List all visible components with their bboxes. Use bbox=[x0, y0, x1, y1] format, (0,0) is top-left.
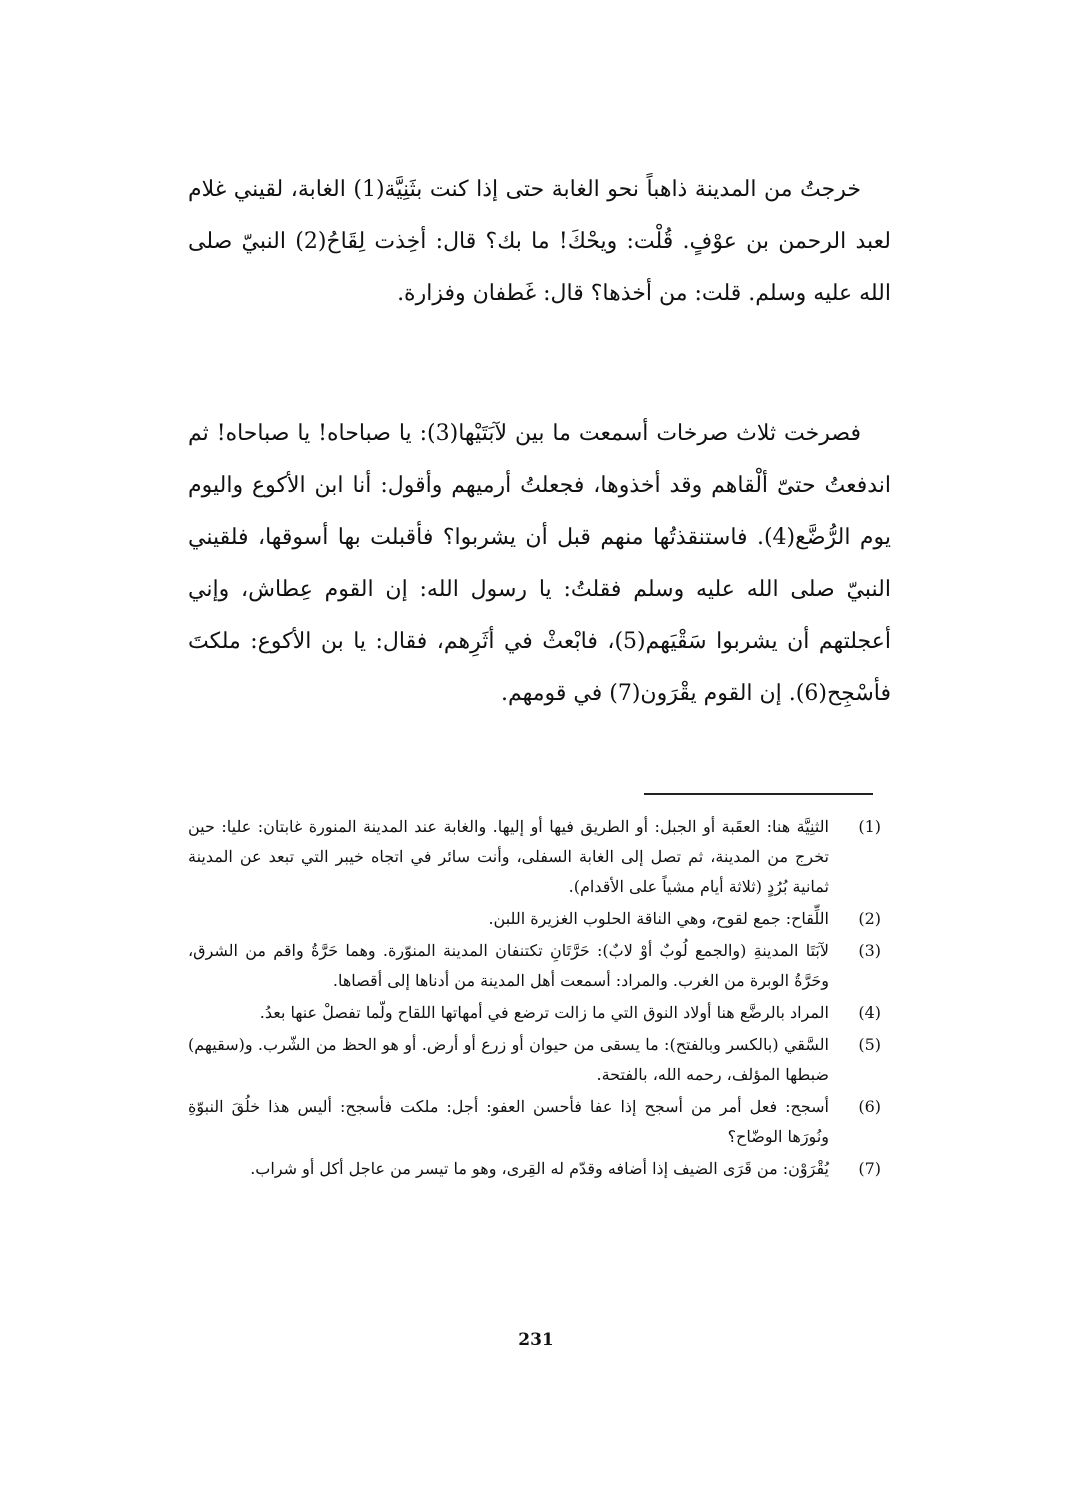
footnote-item bbox=[188, 1154, 881, 1184]
footnote-number: (4) bbox=[858, 1003, 881, 1022]
footnote-text: يُقْرَوْن: من قَرَى الضيف إذا أضافه وقدّم له القِرى، وهو ما تيسر من عاجل أكل أو شراب. bbox=[250, 1159, 829, 1178]
footnote-number: (7) bbox=[858, 1159, 881, 1178]
body-paragraph-1: خرجتُ من المدينة ذاهباً نحو الغابة حتى إذا كنت بثَنِيَّة(1) الغابة، لقيني غلام لعبد الرحمن بن عوْفٍ. قُلْت: ويحْكَ! ما بك؟ قال: أخِذت لِقَاحُ(2) النبيّ صلى الله عليه وسلم. قلت: من أخذها؟ قال: غَطفان وفزارة. bbox=[188, 177, 891, 306]
footnote-text: المراد بالرضَّع هنا أولاد النوق التي ما زالت ترضع في أمهاتها اللقاح ولّما تفصلْ عنها بعدُ. bbox=[259, 1003, 829, 1022]
footnote-number: (1) bbox=[858, 817, 881, 836]
footnote-text: لآبَتَا المدينةِ (والجمع لُوبٌ أوْ لابٌ): حَرَّتَانِ تكتنفان المدينة المنوّرة. وهما حَرَّةُ واقم من الشرق، وحَرَّةُ الوبرة من الغرب. والمراد: أسمعت أهل المدينة من أدناها إلى أقصاها. bbox=[188, 941, 829, 990]
footnote-item bbox=[188, 1030, 881, 1090]
footnote-text: أسجح: فعل أمر من أسجح إذا عفا فأحسن العفو: أجل: ملكت فأسجح: أليس هذا خلُقَ النبوّةِ ونُورَها الوضّاح؟ bbox=[188, 1097, 829, 1146]
footnote-number: (6) bbox=[858, 1097, 881, 1116]
footnotes-list bbox=[188, 812, 881, 1186]
footnote-item bbox=[188, 936, 881, 996]
footnote-item bbox=[188, 998, 881, 1028]
footnote-item bbox=[188, 904, 881, 934]
footnote-text: السَّقي (بالكسر وبالفتح): ما يسقى من حيوان أو زرع أو أرض. أو هو الحظ من الشّرب. و(سقيهم) ضبطها المؤلف، رحمه الله، بالفتحة. bbox=[188, 1035, 829, 1084]
body-paragraph-2: فصرخت ثلاث صرخات أسمعت ما بين لآبَتَيْها(3): يا صباحاه! يا صباحاه! ثم اندفعتُ حتىّ ألْقاهم وقد أخذوها، فجعلتُ أرميهم وأقول: أنا ابن الأكوع واليوم يوم الرُّضَّع(4). فاستنقذتُها منهم قبل أن يشربوا؟ فأقبلت بها أسوقها، فلقيني النبيّ صلى الله عليه وسلم فقلتُ: يا رسول الله: إن القوم عِطاش، وإني أعجلتهم أن يشربوا سَقْيَهم(5)، فابْعثْ في أثَرِهم، فقال: يا بن الأكوع: ملكتَ فأسْجِح(6). إن القوم يقْرَون(7) في قومهم. bbox=[188, 421, 892, 706]
footnote-text: الثنِيَّة هنا: العقَبة أو الجبل: أو الطريق فيها أو إليها. والغابة عند المدينة المنورة غابتان: عليا: حين تخرج من المدينة، ثم تصل إلى الغابة السفلى، وأنت سائر في اتجاه خيبر التي تبعد عن المدينة ثمانية بُرُدٍ (ثلاثة أيام مشياً على الأقدام). bbox=[188, 817, 829, 896]
footnote-text: اللِّقاح: جمع لقوح، وهي الناقة الحلوب الغزيرة اللبن. bbox=[488, 909, 829, 928]
page-number: 231 bbox=[518, 1330, 554, 1350]
footnote-item bbox=[188, 1092, 881, 1152]
footnote-number: (2) bbox=[858, 909, 881, 928]
footnote-number: (5) bbox=[858, 1035, 881, 1054]
footnote-number: (3) bbox=[858, 941, 881, 960]
footnote-item bbox=[188, 812, 881, 902]
footnote-divider bbox=[644, 793, 873, 795]
